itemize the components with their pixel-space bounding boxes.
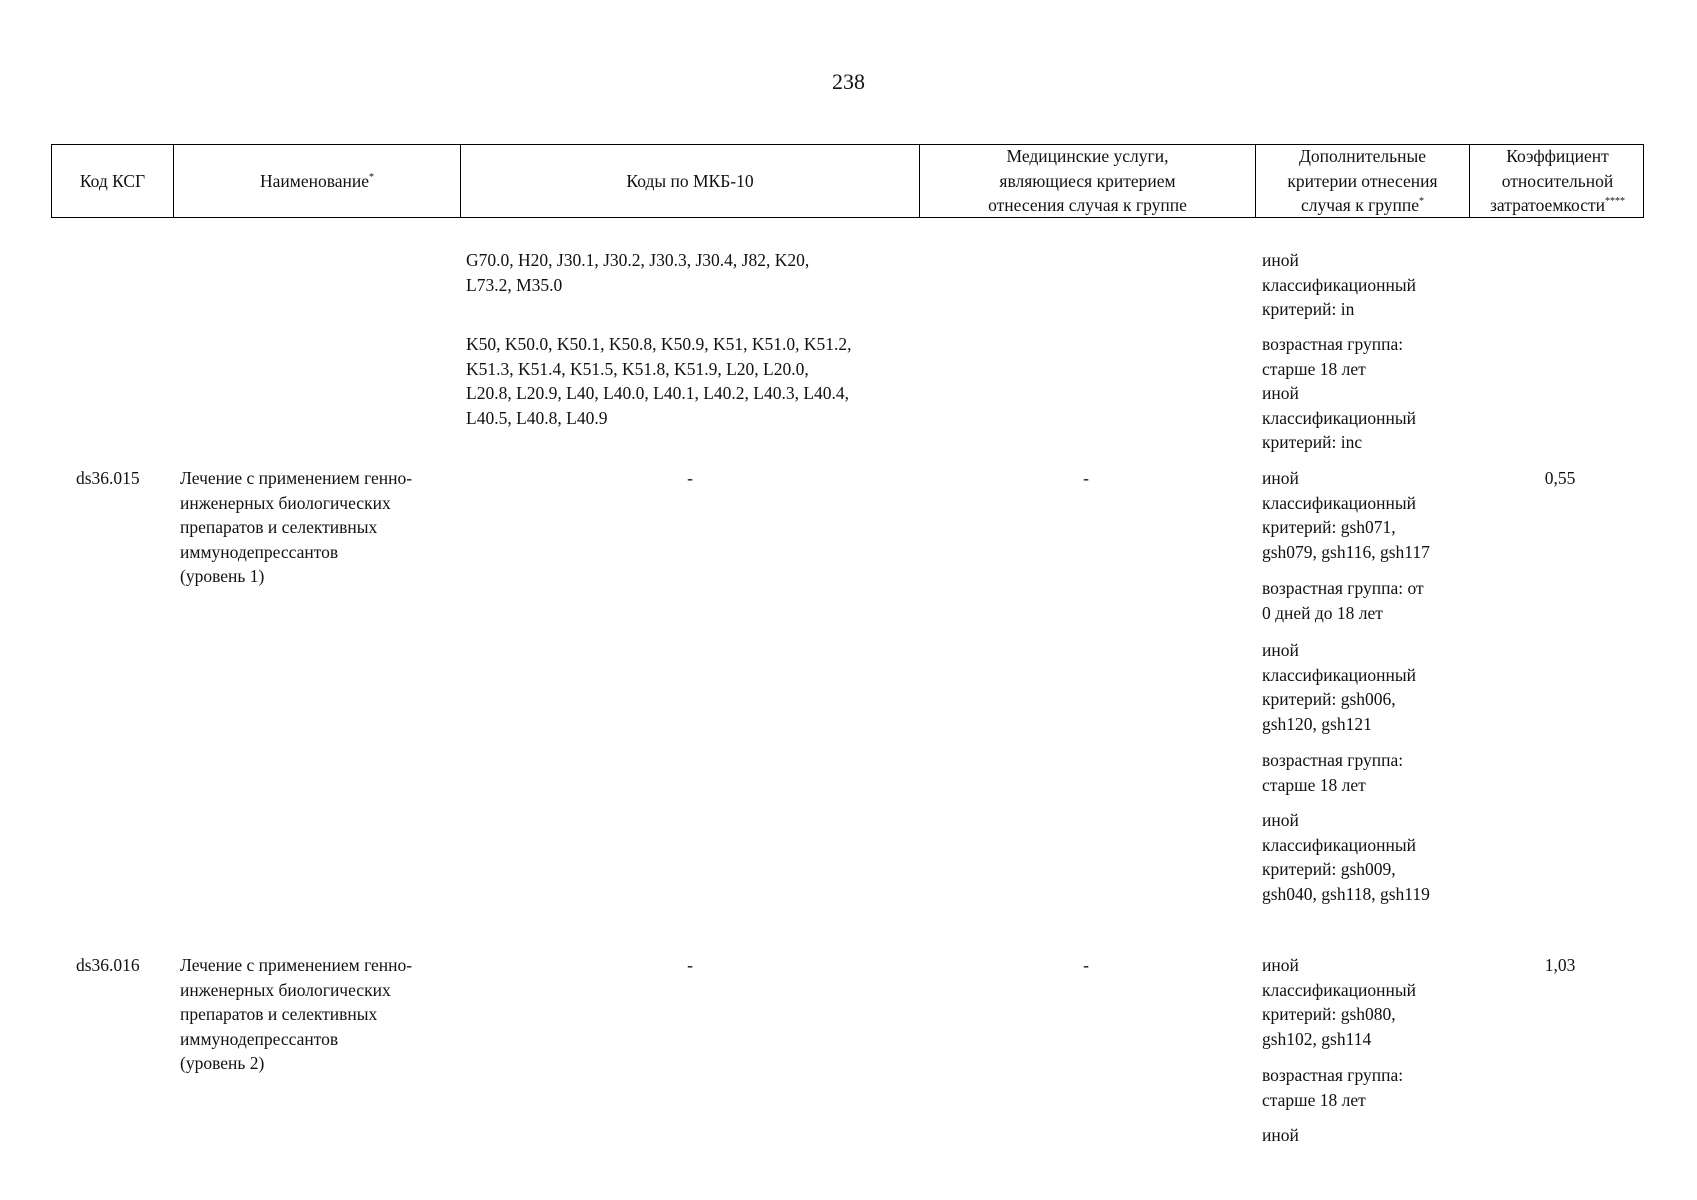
medical-services-cell: - (1083, 955, 1089, 975)
table-header (51, 144, 1644, 218)
icd-codes-cell: K50, K50.0, K50.1, K50.8, K50.9, K51, K51.0, K51.2, K51.3, K51.4, K51.5, K51.8, K51.9, L20, L20.0, L20.8, L20.9, L40, L40.0, L40.1, L40.2, L40.3, L40.4, L40.5, L40.8, L40.9 (466, 334, 852, 428)
icd-codes-cell: - (687, 955, 693, 975)
extra-criteria-cell: иной классификационный критерий: gsh006, gsh120, gsh121 (1262, 640, 1416, 734)
extra-criteria-cell: возрастная группа: старше 18 лет иной классификационный критерий: inc (1262, 334, 1416, 452)
ksg-name: Лечение с применением генно- инженерных биологических препаратов и селективных иммунодепрессантов (уровень 2) (180, 955, 413, 1073)
extra-criteria-cell: иной классификационный критерий: gsh071, gsh079, gsh116, gsh117 (1262, 468, 1430, 562)
header-coefficient: Коэффициент относительной затратоемкости**** (1490, 146, 1625, 216)
coefficient-cell: 0,55 (1544, 468, 1576, 488)
icd-codes-cell: - (687, 468, 693, 488)
extra-criteria-cell: возрастная группа: от 0 дней до 18 лет (1262, 578, 1424, 623)
extra-criteria-cell: возрастная группа: старше 18 лет (1262, 750, 1404, 795)
footnote-mark: **** (1604, 196, 1625, 208)
coefficient-cell: 1,03 (1544, 955, 1576, 975)
footnote-mark: * (369, 171, 375, 183)
header-icd-codes: Коды по МКБ-10 (461, 145, 920, 217)
footnote-mark: * (1419, 196, 1425, 208)
extra-criteria-cell: иной классификационный критерий: gsh009, gsh040, gsh118, gsh119 (1262, 810, 1430, 904)
ksg-code: ds36.016 (76, 955, 140, 975)
extra-criteria-cell: иной (1262, 1125, 1299, 1145)
header-extra-criteria: Дополнительные критерии отнесения случая к группе* (1256, 145, 1470, 217)
icd-codes-cell: G70.0, H20, J30.1, J30.2, J30.3, J30.4, J82, K20, L73.2, M35.0 (466, 250, 810, 295)
header-code-ksg: Код КСГ (52, 145, 174, 217)
ksg-code: ds36.015 (76, 468, 140, 488)
page-number: 238 (832, 69, 865, 94)
ksg-name: Лечение с применением генно- инженерных биологических препаратов и селективных иммунодепрессантов (уровень 1) (180, 468, 413, 586)
medical-services-cell: - (1083, 468, 1089, 488)
extra-criteria-cell: иной классификационный критерий: in (1262, 250, 1416, 319)
extra-criteria-cell: возрастная группа: старше 18 лет (1262, 1065, 1404, 1110)
header-medical-services: Медицинские услуги, являющиеся критерием отнесения случая к группе (920, 145, 1256, 217)
header-name: Наименование* (174, 145, 461, 217)
extra-criteria-cell: иной классификационный критерий: gsh080, gsh102, gsh114 (1262, 955, 1416, 1049)
